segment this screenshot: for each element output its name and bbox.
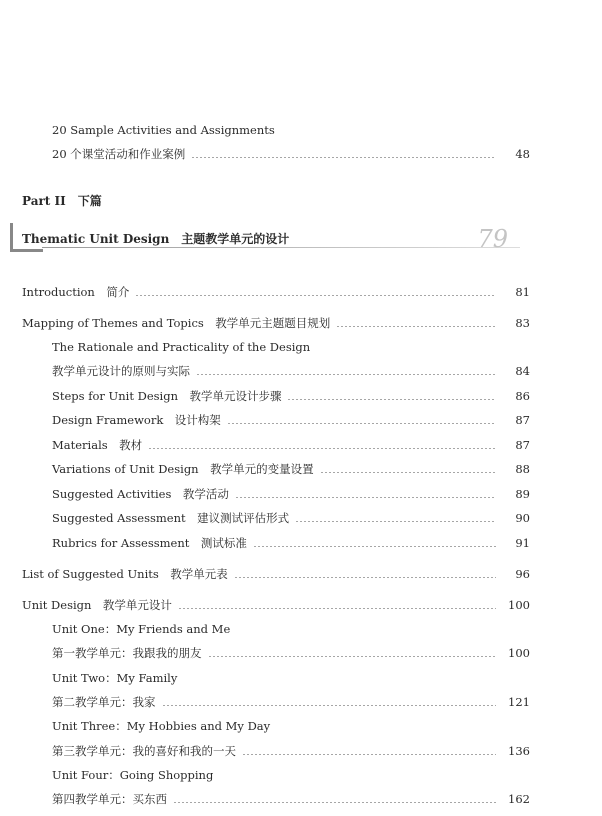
toc-entry: [0, 314, 602, 332]
toc-entry: [0, 362, 602, 380]
toc-entry-page: 136: [508, 744, 530, 758]
toc-entry-page: 87: [515, 438, 530, 452]
dot-leader: [242, 754, 496, 755]
dot-leader: [336, 326, 496, 327]
toc-entry-text: The Rationale and Practicality of the Design: [52, 340, 311, 354]
toc-entry-text: Unit Two：My Family: [52, 671, 178, 685]
toc-entry-text: 20 Sample Activities and Assignments: [52, 123, 275, 137]
toc-entry-page: 91: [515, 536, 530, 550]
toc-entry: [0, 121, 602, 139]
toc-entry: [0, 485, 602, 503]
dot-leader: [253, 546, 496, 547]
dot-leader: [178, 608, 496, 609]
section-heading: [10, 223, 520, 251]
toc-entry-page: 83: [515, 316, 530, 330]
toc-entry-page: 88: [515, 462, 530, 476]
dot-leader: [287, 399, 496, 400]
toc-entry-text: 教学单元设计的原则与实际: [52, 364, 190, 378]
toc-entry-text: Design Framework 设计构架: [52, 413, 221, 427]
toc-entry-page: 86: [515, 389, 530, 403]
toc-entry-text: 第四教学单元：买东西: [52, 792, 167, 806]
toc-entry-text: Variations of Unit Design 教学单元的变量设置: [52, 462, 314, 476]
toc-entry: [0, 644, 602, 662]
toc-entry: [0, 766, 602, 784]
dot-leader: [234, 577, 496, 578]
toc-entry-text: Rubrics for Assessment 测试标准: [52, 536, 247, 550]
toc-entry: [0, 338, 602, 356]
toc-entry-text: Introduction 简介: [22, 285, 130, 299]
toc-entry: [0, 460, 602, 478]
toc-entry-text: 第三教学单元：我的喜好和我的一天: [52, 744, 236, 758]
toc-entry-page: 48: [515, 147, 530, 161]
section-page-number: 79: [477, 225, 508, 253]
dot-leader: [208, 656, 497, 657]
toc-entry: [0, 742, 602, 760]
toc-entry-page: 87: [515, 413, 530, 427]
dot-leader: [320, 472, 496, 473]
toc-entry: [0, 693, 602, 711]
dot-leader: [235, 497, 496, 498]
toc-entry-text: Steps for Unit Design 教学单元设计步骤: [52, 389, 282, 403]
toc-entry: [0, 534, 602, 552]
toc-entry-page: 90: [515, 511, 530, 525]
toc-entry-text: Materials 教材: [52, 438, 143, 452]
toc-entry-text: Unit Three：My Hobbies and My Day: [52, 719, 271, 733]
toc-entry-page: 100: [508, 598, 530, 612]
dot-leader: [295, 521, 496, 522]
toc-entry-text: Unit One：My Friends and Me: [52, 622, 231, 636]
part-heading: Part II 下篇: [22, 194, 102, 208]
toc-entry-text: Suggested Assessment 建议测试评估形式: [52, 511, 290, 525]
toc-entry-text: Mapping of Themes and Topics 教学单元主题题目规划: [22, 316, 331, 330]
toc-entry: [0, 620, 602, 638]
toc-entry-page: 100: [508, 646, 530, 660]
toc-entry: [0, 669, 602, 687]
section-title: Thematic Unit Design 主题教学单元的设计: [22, 232, 290, 246]
dot-leader: [162, 705, 497, 706]
toc-entry-text: List of Suggested Units 教学单元表: [22, 567, 228, 581]
toc-entry-text: Suggested Activities 教学活动: [52, 487, 229, 501]
toc-entry-text: 第一教学单元：我跟我的朋友: [52, 646, 202, 660]
dot-leader: [173, 802, 496, 803]
toc-entry: [0, 283, 602, 301]
toc-entry: [0, 436, 602, 454]
toc-entry-page: 84: [515, 364, 530, 378]
dot-leader: [227, 423, 496, 424]
dot-leader: [148, 448, 496, 449]
toc-entry-text: Unit Design 教学单元设计: [22, 598, 172, 612]
toc-entry-page: 162: [508, 792, 530, 806]
toc-entry: [0, 596, 602, 614]
toc-entry: [0, 411, 602, 429]
dot-leader: [196, 374, 496, 375]
toc-entry: [0, 717, 602, 735]
toc-entry: [0, 509, 602, 527]
toc-entry: [0, 790, 602, 808]
toc-entry-page: 121: [508, 695, 530, 709]
dot-leader: [191, 157, 496, 158]
toc-entry: [0, 387, 602, 405]
dot-leader: [135, 295, 496, 296]
section-underline: [42, 247, 520, 248]
toc-entry-page: 89: [515, 487, 530, 501]
toc-entry: [0, 145, 602, 163]
toc-entry-text: Unit Four：Going Shopping: [52, 768, 214, 782]
toc-entry-text: 20 个课堂活动和作业案例: [52, 147, 186, 161]
toc-entry-text: 第二教学单元：我家: [52, 695, 156, 709]
toc-entry-page: 96: [515, 567, 530, 581]
toc-entry: [0, 565, 602, 583]
toc-entry-page: 81: [515, 285, 530, 299]
